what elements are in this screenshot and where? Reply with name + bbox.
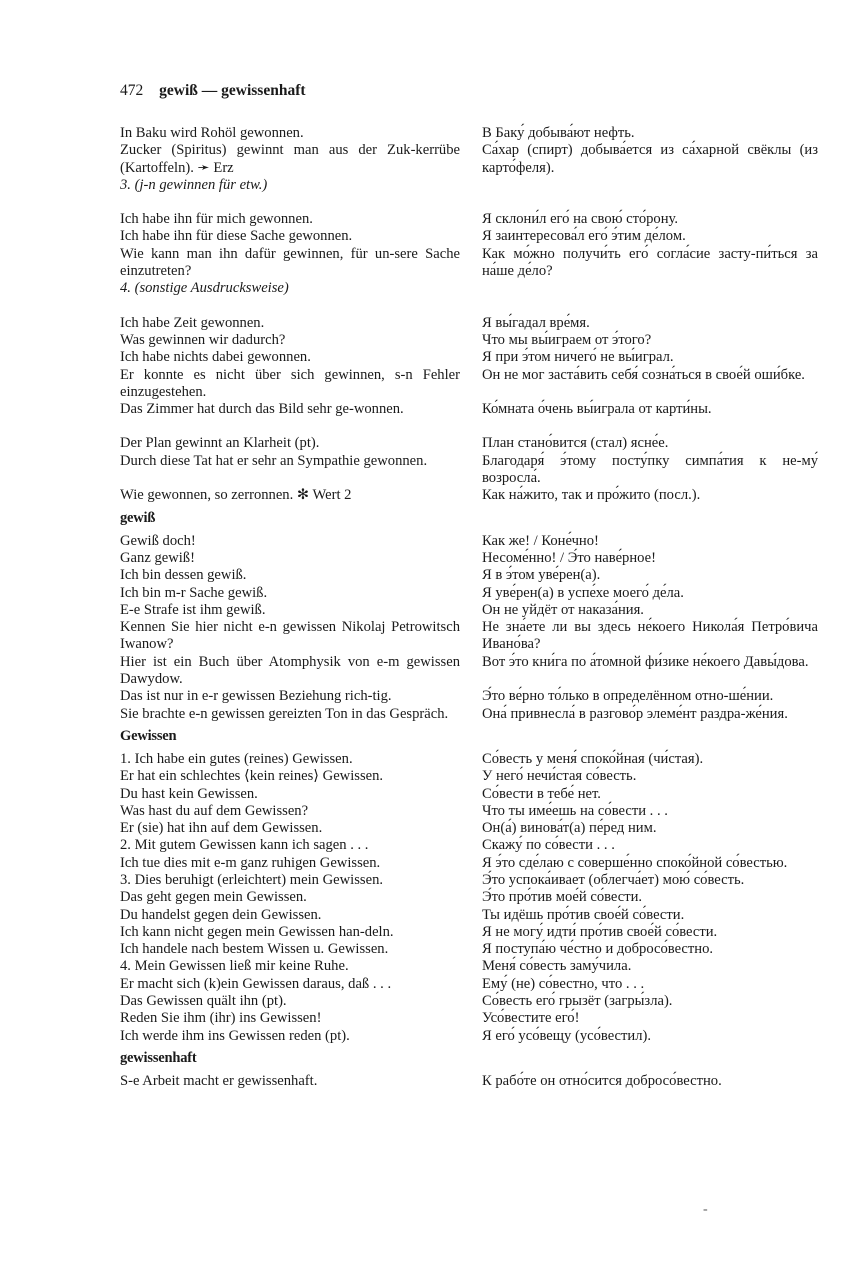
german-phrase: Er konnte es nicht über sich gewinnen, s-n Fehler einzugestehen. <box>120 366 460 400</box>
russian-translation: Я уве́рен(а) в успе́хе моего́ де́ла. <box>482 584 684 601</box>
russian-translation: Са́хар (спирт) добыва́ется из са́харной свёклы (из карто́феля). <box>482 142 818 176</box>
german-phrase: Ich habe Zeit gewonnen. <box>120 314 265 331</box>
dictionary-section <box>120 728 820 1045</box>
russian-translation: Я заинтересова́л его́ э́тим де́лом. <box>482 228 686 245</box>
german-phrase: 4. (sonstige Ausdrucksweise) <box>120 280 289 297</box>
russian-translation: Я при э́том ничего́ не вы́играл. <box>482 349 674 366</box>
entry-row <box>120 567 820 584</box>
russian-translation: Ты идёшь про́тив свое́й со́вести. <box>482 906 685 923</box>
entry-row <box>120 332 820 349</box>
german-phrase: Kennen Sie hier nicht e-n gewissen Nikolaj Petrowitsch Iwanow? <box>120 619 460 653</box>
russian-translation: Как же! / Коне́чно! <box>482 532 599 549</box>
entry-row <box>120 435 820 452</box>
german-phrase: In Baku wird Rohöl gewonnen. <box>120 125 304 141</box>
entry-row <box>120 820 820 837</box>
russian-translation: Благодаря́ э́тому посту́пку симпа́тия к не-му́ возросла́. <box>482 452 818 487</box>
entry-row <box>120 315 820 332</box>
dictionary-section <box>120 125 820 505</box>
entry-row <box>120 533 820 550</box>
german-phrase: Ich habe ihn für mich gewonnen. <box>120 211 313 228</box>
entry-row <box>120 487 820 504</box>
russian-translation: Я склони́л его́ на свою́ сто́рону. <box>482 211 679 228</box>
entry-row <box>120 211 820 228</box>
german-phrase: 2. Mit gutem Gewissen kann ich sagen . . . <box>120 837 369 854</box>
dictionary-section <box>120 1050 820 1090</box>
german-phrase: Reden Sie ihm (ihr) ins Gewissen! <box>120 1010 322 1027</box>
russian-translation: План стано́вится (стал) ясне́е. <box>482 435 669 452</box>
entry-row <box>120 855 820 872</box>
russian-translation: Скажу́ по со́вести . . . <box>482 837 615 854</box>
russian-translation: Я в э́том уве́рен(а). <box>482 567 601 584</box>
german-phrase: Er hat ein schlechtes ⟨kein reines⟩ Gewissen. <box>120 768 384 785</box>
entry-row <box>120 872 820 889</box>
russian-translation: Я э́то сде́лаю с соверше́нно споко́йной со́вестью. <box>482 854 788 871</box>
entry-row <box>120 941 820 958</box>
russian-translation: Не зна́ете ли вы здесь не́коего Никола́я Петро́вича Ивано́ва? <box>482 619 818 653</box>
german-phrase: Ich bin m-r Sache gewiß. <box>120 584 268 601</box>
entry-row <box>120 177 820 194</box>
russian-translation: Несоме́нно! / Э́то наве́рное! <box>482 549 656 566</box>
entry-row <box>120 280 820 297</box>
entry-row <box>120 1010 820 1027</box>
entry-row <box>120 751 820 768</box>
entry-row <box>120 786 820 803</box>
page-number: 472 <box>120 82 144 99</box>
stray-mark: - <box>703 1202 708 1217</box>
entry-row <box>120 349 820 366</box>
russian-translation: У него́ нечи́стая со́весть. <box>482 768 637 785</box>
entry-row <box>120 602 820 619</box>
german-phrase: Ich habe nichts dabei gewonnen. <box>120 349 311 366</box>
german-phrase: S-e Arbeit macht er gewissenhaft. <box>120 1072 318 1089</box>
header-title: gewiß — gewissenhaft <box>159 82 306 99</box>
entry-row <box>120 993 820 1010</box>
russian-translation: Ко́мната о́чень вы́играла от карти́ны. <box>482 401 712 418</box>
entry-row <box>120 924 820 941</box>
german-phrase: Hier ist ein Buch über Atomphysik von e-m gewissen Dawydow. <box>120 653 460 688</box>
russian-translation: Со́весть его́ грызёт (загры́зла). <box>482 993 673 1010</box>
german-phrase: Ich handele nach bestem Wissen u. Gewissen. <box>120 941 389 958</box>
russian-translation: Э́то успока́ивает (облегча́ет) мою́ со́весть. <box>482 871 745 888</box>
entry-row <box>120 837 820 854</box>
russian-translation: Ему́ (не) со́вестно, что . . . <box>482 975 645 992</box>
russian-translation: Я не могу́ идти́ про́тив свое́й со́вести. <box>482 923 718 940</box>
entry-row <box>120 654 820 689</box>
german-phrase: Wie kann man ihn dafür gewinnen, für un-sere Sache einzutreten? <box>120 245 460 280</box>
dictionary-content <box>120 125 820 1090</box>
entry-row <box>120 228 820 245</box>
german-phrase: 3. (j-n gewinnen für etw.) <box>120 176 268 193</box>
entry-row <box>120 246 820 281</box>
entry-row <box>120 768 820 785</box>
german-phrase: Ich kann nicht gegen mein Gewissen han-deln. <box>120 923 394 940</box>
russian-translation: Он не уйдёт от наказа́ния. <box>482 601 644 618</box>
russian-translation: Со́весть у меня́ споко́йная (чи́стая). <box>482 750 704 767</box>
russian-translation: Он не мог заста́вить себя́ созна́ться в свое́й оши́бке. <box>482 366 805 383</box>
entry-row <box>120 619 820 654</box>
german-phrase: E-e Strafe ist ihm gewiß. <box>120 601 266 618</box>
german-phrase: Gewiß doch! <box>120 532 196 549</box>
german-phrase: Ich habe ihn für diese Sache gewonnen. <box>120 228 353 245</box>
russian-translation: Со́вести в тебе́ нет. <box>482 785 601 802</box>
german-phrase: Ich tue dies mit e-m ganz ruhigen Gewissen. <box>120 854 381 871</box>
german-phrase: Was hast du auf dem Gewissen? <box>120 802 309 819</box>
section-heading: gewissenhaft <box>120 1049 197 1066</box>
entry-row <box>120 1028 820 1045</box>
entry-row <box>120 958 820 975</box>
russian-translation: Он(а́) винова́т(а) пе́ред ним. <box>482 820 657 837</box>
russian-translation: Меня́ со́весть заму́чила. <box>482 958 632 975</box>
russian-translation: Что ты име́ешь на со́вести . . . <box>482 802 668 819</box>
entry-row <box>120 688 820 705</box>
russian-translation: Как на́жито, так и про́жито (посл.). <box>482 487 701 504</box>
russian-translation: Как мо́жно получи́ть его́ согла́сие засту-пи́ться за на́ше де́ло? <box>482 245 818 280</box>
german-phrase: 3. Dies beruhigt (erleichtert) mein Gewissen. <box>120 871 384 888</box>
german-phrase: Der Plan gewinnt an Klarheit (pt). <box>120 435 320 452</box>
russian-translation: Она́ привнесла́ в разгово́р элеме́нт раздра-же́ния. <box>482 705 788 722</box>
russian-translation: Я вы́гадал вре́мя. <box>482 314 590 331</box>
entry-row <box>120 889 820 906</box>
russian-translation: К рабо́те он отно́сится добросо́вестно. <box>482 1072 722 1089</box>
german-phrase: Wie gewonnen, so zerronnen. ✻ Wert 2 <box>120 487 352 504</box>
german-phrase: 1. Ich habe ein gutes (reines) Gewissen. <box>120 750 353 767</box>
russian-translation: Э́то ве́рно то́лько в определённом отно-ше́нии. <box>482 688 774 705</box>
entry-row <box>120 706 820 723</box>
entry-row <box>120 125 820 142</box>
entry-row <box>120 367 820 402</box>
german-phrase: Ich bin dessen gewiß. <box>120 567 247 584</box>
entry-row <box>120 976 820 993</box>
russian-translation: Я поступа́ю че́стно и добросо́вестно. <box>482 941 714 958</box>
german-phrase: Das Zimmer hat durch das Bild sehr ge-wonnen. <box>120 401 404 418</box>
dictionary-section <box>120 510 820 723</box>
russian-translation: Что мы вы́играем от э́того? <box>482 331 652 348</box>
entry-row <box>120 453 820 488</box>
german-phrase: Das ist nur in e-r gewissen Beziehung rich-tig. <box>120 688 392 705</box>
entry-row <box>120 585 820 602</box>
running-header <box>120 82 306 100</box>
entry-row <box>120 907 820 924</box>
section-heading: gewiß <box>120 509 156 526</box>
german-phrase: Er macht sich (k)ein Gewissen daraus, daß . . . <box>120 975 392 992</box>
entry-row <box>120 1073 820 1090</box>
entry-row <box>120 803 820 820</box>
russian-translation: Вот э́то кни́га по а́томной фи́зике не́коего Давы́дова. <box>482 653 809 670</box>
german-phrase: Du hast kein Gewissen. <box>120 785 258 802</box>
german-phrase: Durch diese Tat hat er sehr an Sympathie gewonnen. <box>120 452 428 469</box>
german-phrase: Du handelst gegen dein Gewissen. <box>120 906 322 923</box>
german-phrase: 4. Mein Gewissen ließ mir keine Ruhe. <box>120 958 349 975</box>
russian-translation: Усо́вестите его́! <box>482 1010 580 1027</box>
german-phrase: Er (sie) hat ihn auf dem Gewissen. <box>120 820 323 837</box>
german-phrase: Das geht gegen mein Gewissen. <box>120 889 307 906</box>
entry-row <box>120 550 820 567</box>
entry-row <box>120 142 820 177</box>
german-phrase: Zucker (Spiritus) gewinnt man aus der Zuk-kerrübe (Kartoffeln). ➛ Erz <box>120 142 460 176</box>
russian-translation: Э́то про́тив мое́й со́вести. <box>482 889 643 906</box>
section-heading: Gewissen <box>120 727 177 744</box>
russian-translation: Я его́ усо́вещу (усо́вестил). <box>482 1027 651 1044</box>
german-phrase: Was gewinnen wir dadurch? <box>120 331 286 348</box>
german-phrase: Ich werde ihm ins Gewissen reden (pt). <box>120 1027 350 1044</box>
german-phrase: Das Gewissen quält ihn (pt). <box>120 993 287 1010</box>
german-phrase: Ganz gewiß! <box>120 549 195 566</box>
german-phrase: Sie brachte e-n gewissen gereizten Ton in das Gespräch. <box>120 705 449 722</box>
russian-translation: В Баку́ добыва́ют нефть. <box>482 125 635 141</box>
entry-row <box>120 401 820 418</box>
